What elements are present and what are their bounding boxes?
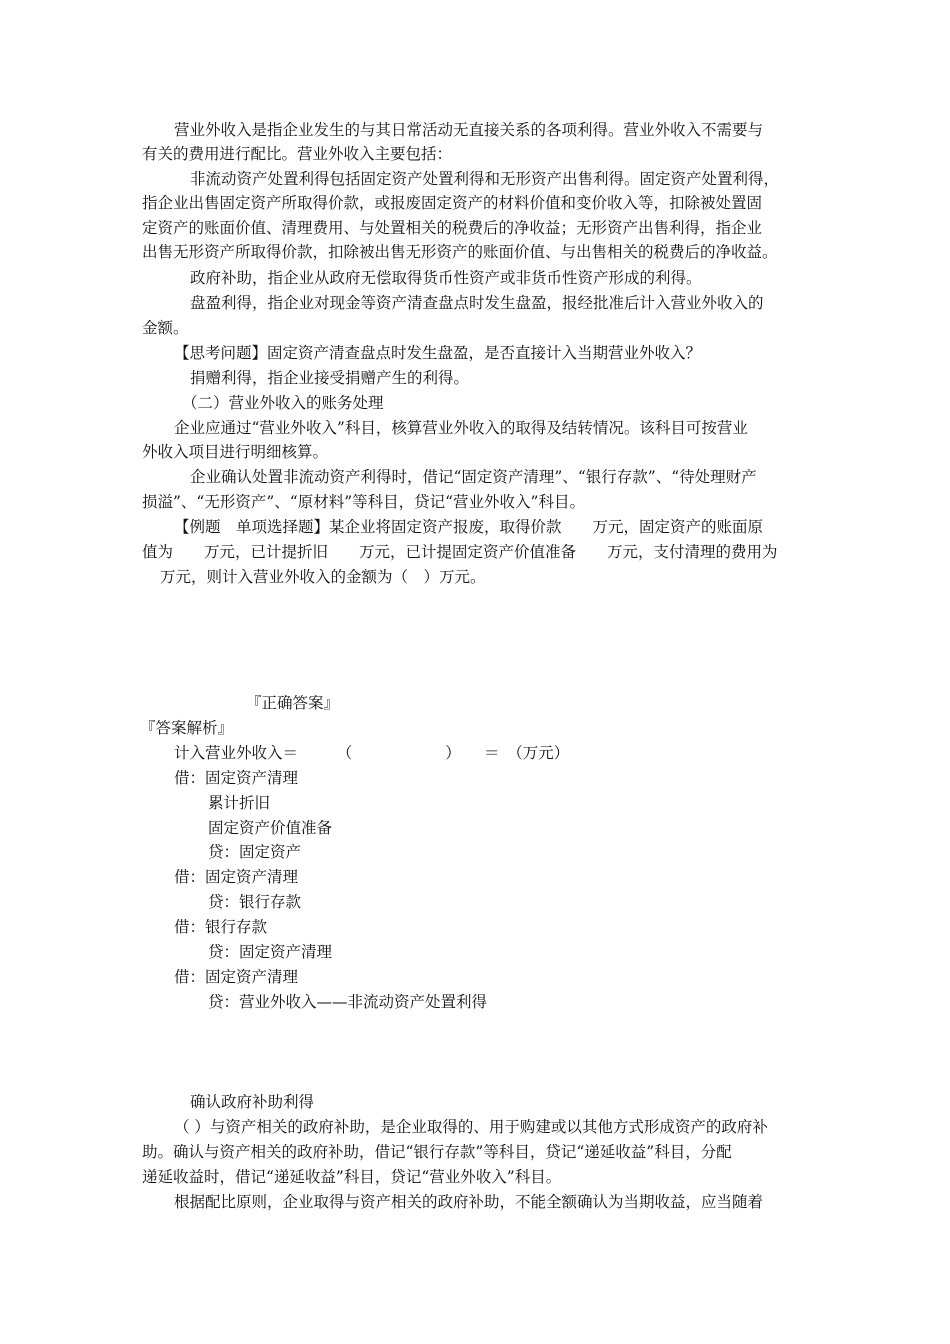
journal-entry: 累计折旧 [208,794,271,812]
text-line: 根据配比原则，企业取得与资产相关的政府补助，不能全额确认为当期收益，应当随着 [174,1193,764,1211]
journal-entry: 固定资产价值准备 [208,819,333,837]
text-line: 损溢”、“无形资产”、“原材料”等科目，贷记“营业外收入”科目。 [142,493,585,511]
section-heading: （二）营业外收入的账务处理 [182,394,384,412]
text-line: 定资产的账面价值、清理费用、与处置相关的税费后的净收益；无形资产出售利得，指企业 [142,219,763,237]
text-line: 企业应通过“营业外收入”科目，核算营业外收入的取得及结转情况。该科目可按营业 [174,419,748,437]
text-line: 万元，则计入营业外收入的金额为（ ）万元。 [160,568,486,586]
text-line: 营业外收入是指企业发生的与其日常活动无直接关系的各项利得。营业外收入不需要与 [174,121,764,139]
journal-entry: 借：固定资产清理 [174,968,299,986]
journal-entry: 借：固定资产清理 [174,769,299,787]
journal-entry: 贷：固定资产清理 [208,943,333,961]
text-line: 盘盈利得，指企业对现金等资产清查盘点时发生盘盈，报经批准后计入营业外收入的 [190,294,764,312]
text-line: 【例题 单项选择题】某企业将固定资产报废，取得价款 万元，固定资产的账面原 [174,518,764,536]
section-heading: 确认政府补助利得 [190,1093,315,1111]
journal-entry: 借：银行存款 [174,918,268,936]
text-line: 【思考问题】固定资产清查盘点时发生盘盈，是否直接计入当期营业外收入？ [174,344,702,362]
analysis-label: 『答案解析』 [140,719,234,737]
text-line: 出售无形资产所取得价款，扣除被出售无形资产的账面价值、与出售相关的税费后的净收益。 [142,243,778,261]
journal-entry: 借：固定资产清理 [174,868,299,886]
text-line: 有关的费用进行配比。营业外收入主要包括： [142,145,453,163]
text-line: 助。确认与资产相关的政府补助，借记“银行存款”等科目，贷记“递延收益”科目，分配 [142,1143,732,1161]
text-line: 捐赠利得，指企业接受捐赠产生的利得。 [190,369,470,387]
journal-entry: 贷：银行存款 [208,893,302,911]
text-line: 计入营业外收入＝ （ ） ＝ （万元） [174,744,570,762]
text-line: 值为 万元，已计提折旧 万元，已计提固定资产价值准备 万元，支付清理的费用为 [142,543,778,561]
journal-entry: 贷：营业外收入——非流动资产处置利得 [208,993,488,1011]
text-line: 金额。 [142,319,189,337]
text-line: 指企业出售固定资产所取得价款，或报废固定资产的材料价值和变价收入等，扣除被处置固 [142,194,763,212]
text-line: （ ）与资产相关的政府补助，是企业取得的、用于购建或以其他方式形成资产的政府补 [174,1118,768,1136]
text-line: 企业确认处置非流动资产利得时，借记“固定资产清理”、“银行存款”、“待处理财产 [190,468,757,486]
answer-label: 『正确答案』 [246,694,340,712]
text-line: 递延收益时，借记“递延收益”科目，贷记“营业外收入”科目。 [142,1168,562,1186]
text-line: 政府补助，指企业从政府无偿取得货币性资产或非货币性资产形成的利得。 [190,269,702,287]
text-line: 外收入项目进行明细核算。 [142,443,329,461]
text-line: 非流动资产处置利得包括固定资产处置利得和无形资产出售利得。固定资产处置利得， [190,170,780,188]
journal-entry: 贷：固定资产 [208,843,302,861]
